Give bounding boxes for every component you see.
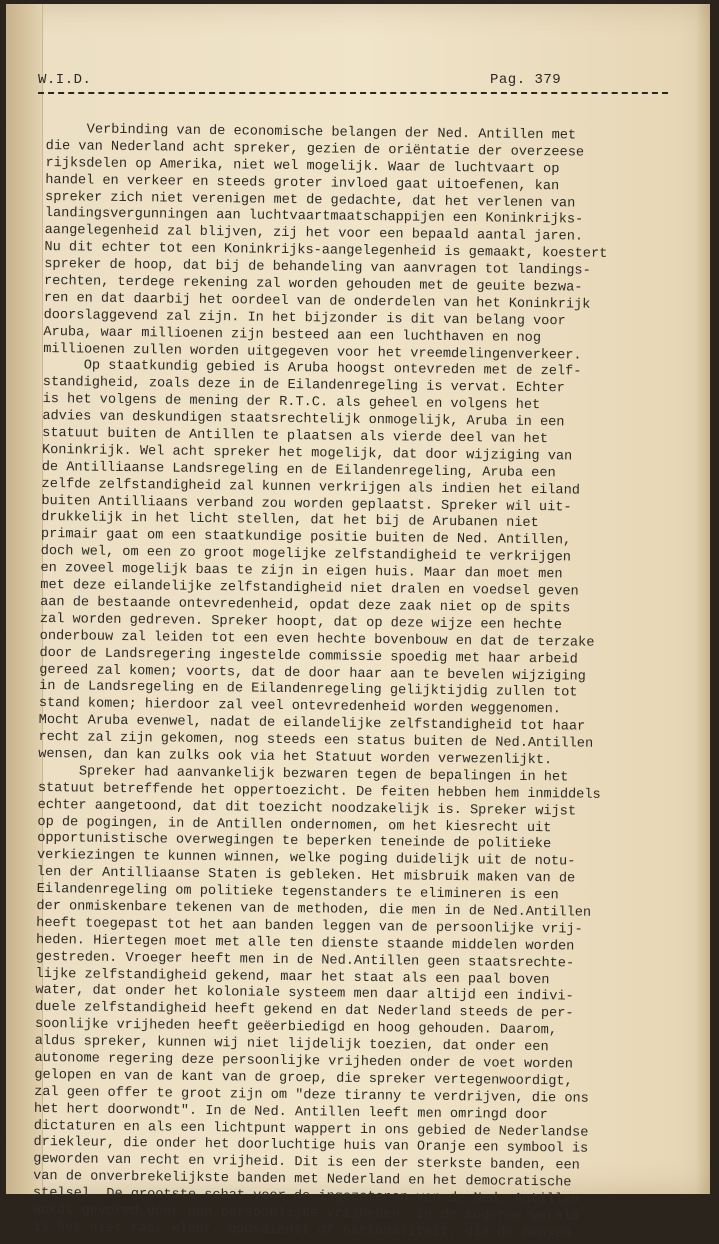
text-line: handel en verkeer en steeds groter invloed gaat uitoefenen, kan — [45, 172, 560, 194]
text-line: standigheid, zoals deze in de Eilandenregeling is vervat. Echter — [42, 375, 565, 397]
text-line: Mocht Aruba evenwel, nadat de eilandelijke zelfstandigheid tot haar — [38, 713, 586, 735]
text-line: zal worden gedreven. Spreker hoopt, dat op deze wijze een hechte — [39, 611, 563, 634]
text-line: doch wel, om een zo groot mogelijke zelfstandigheid te verkrijgen — [40, 544, 572, 566]
page-number: Pag. 379 — [490, 72, 562, 88]
text-line: Aruba, waar millioenen zijn besteed aan een luchthaven en nog — [43, 324, 542, 346]
text-line: stand komen; hierdoor zal veel ontevredenheid worden weggenomen. — [38, 696, 562, 718]
text-line: gestreden. Vroeger heeft men in de Ned.Antillen geen staatsrechte- — [35, 949, 575, 972]
header-rule — [38, 92, 668, 94]
text-line: rechten, terdege rekening zal worden gehouden met de geuite bezwa- — [43, 274, 583, 296]
header-left: W.I.D. — [38, 72, 92, 88]
text-line: primair gaat om een staatkundige positie buiten de Ned. Antillen, — [40, 527, 572, 549]
text-line: Eilandenregeling om politieke tegenstanders te elimineren is een — [36, 882, 559, 904]
text-line: die van Nederland acht spreker, gezien de oriëntatie der overzeese — [45, 138, 585, 161]
text-line: heden. Hiertegen moet met alle ten dienste staande middelen worden — [35, 932, 575, 955]
text-line: gelopen en van de kant van de groep, die spreker vertegenwoordigt, — [34, 1067, 573, 1090]
text-line: recht zal zijn gekomen, nog steeds een status buiten de Ned.Antillen — [38, 730, 594, 752]
text-line: doorslaggevend zal zijn. In het bijzonder is dit van belang voor — [43, 307, 566, 330]
text-line: verkiezingen te kunnen winnen, welke poging duidelijk uit de notu- — [36, 848, 576, 870]
text-line: landingsvergunningen aan luchtvaartmaatschappijen een Koninkrijks- — [44, 206, 584, 229]
page-header — [38, 72, 668, 96]
text-line: statuut betreffende het oppertoezicht. De feiten hebben hem inmiddels — [37, 780, 601, 803]
text-line: onderbouw zal leiden tot een even hechte bovenbouw en dat de terzake — [39, 628, 595, 651]
text-line: in de Landsregeling en de Eilandenregeling gelijktijdig zullen tot — [39, 679, 578, 701]
text-line: advies van deskundigen staatsrechtelijk onmogelijk, Aruba in een — [42, 409, 565, 431]
text-line: aan de bestaande ontevredenheid, opdat deze zaak niet op de spits — [40, 594, 571, 617]
text-line: en zoveel mogelijk baas te zijn in eigen huis. Maar dan moet men — [40, 561, 563, 583]
text-line: aldus spreker, kunnen wij niet lijdelijk toezien, dat onder een — [34, 1034, 549, 1056]
text-line: dictaturen en als een lichtpunt wappert in ons gebied de Nederlandse — [33, 1118, 589, 1141]
text-line: spreker de hoop, dat bij de behandeling van aanvragen tot landings- — [44, 257, 591, 279]
text-line: zelfde zelfstandigheid zal kunnen verkrijgen als indien het eiland — [41, 476, 581, 499]
text-line: Spreker had aanvankelijk bezwaren tegen de bepalingen in het — [37, 763, 569, 786]
text-line: op de pogingen, in de Antillen ondernomen, om het kiesrecht uit — [37, 814, 552, 836]
text-line: opportunistische overwegingen te beperken teneinde de politieke — [37, 831, 552, 853]
text-line: door de Landsregering ingestelde commissie spoedig met haar arbeid — [39, 645, 578, 668]
document-page — [6, 4, 710, 1242]
text-line: Nu dit echter tot een Koninkrijks-aangelegenheid is gemaakt, koestert — [44, 240, 608, 263]
text-line: wordt gevormd door hun persoonlijke vrijheden. In de moderne wereld — [32, 1202, 580, 1225]
text-line: spreker zich niet verenigen met de gedachte, dat het verlenen van — [44, 189, 576, 212]
text-line: der onmiskenbare tekenen van de methoden, die men in de Ned.Antillen — [36, 898, 592, 921]
text-line: len der Antilliaanse Staten is gebleken. Het misbruik maken van de — [36, 865, 576, 887]
text-line: driekleur, die onder het doorluchtige huis van Oranje een symbool is — [33, 1135, 589, 1158]
text-line: aangelegenheid zal blijven, zij het voor een bepaald aantal jaren. — [44, 223, 584, 245]
text-line: stelsel. De grootste schat voor de ingezetenen van de Ned. Antillen — [32, 1186, 580, 1208]
text-line: geworden van recht en vrijheid. Dit is een der sterkste banden, een — [33, 1152, 580, 1174]
text-line: soonlijke vrijheden heeft geëerbiedigd en hoog gehouden. Daarom, — [34, 1017, 558, 1039]
text-line: millioenen zullen worden uitgegeven voor het vreemdelingenverkeer. — [43, 341, 582, 364]
text-line: wensen, dan kan zulks ook via het Statuut worden verwezenlijkt. — [38, 746, 553, 769]
text-line: Koninkrijk. Wel acht spreker het mogelijk, dat door wijziging van — [41, 442, 573, 465]
text-line: het hert doorwondt". In de Ned. Antillen leeft men omringd door — [33, 1101, 548, 1123]
text-line: de Antilliaanse Landsregeling en de Eilandenregeling, Aruba een — [41, 459, 556, 482]
text-line: Op staatkundig gebied is Aruba hoogst ontevreden met de zelf- — [42, 358, 582, 381]
text-line: water, dat onder het koloniale systeem men daar altijd een indivi- — [35, 983, 574, 1005]
text-line: zal geen offer te groot zijn om "deze tiranny te verdrijven, die ons — [34, 1084, 589, 1107]
text-line: is het niet ras, kleur, godsdienst of nationaliteit, die de mensen — [32, 1219, 571, 1242]
text-line: rijksdelen op Amerika, niet wel mogelijk. Waar de luchtvaart op — [45, 155, 560, 178]
text-line: buiten Antilliaans verband zou worden geplaatst. Spreker wil uit- — [41, 493, 572, 516]
text-line: autonome regering deze persoonlijke vrijheden onder de voet worden — [34, 1050, 574, 1073]
text-line: lijke zelfstandigheid gekend, maar het staat als een paal boven — [35, 966, 550, 988]
text-line: duele zelfstandigheid heeft gekend en dat Nederland steeds de per- — [35, 1000, 574, 1022]
text-line: met deze eilandelijke zelfstandigheid niet dralen en voedsel geven — [40, 578, 579, 600]
text-line: drukkelijk in het licht stellen, dat het bij de Arubanen niet — [41, 510, 539, 532]
text-line: echter aangetoond, dat dit toezicht noodzakelijk is. Spreker wijst — [37, 797, 577, 820]
text-line: Verbinding van de economische belangen der Ned. Antillen met — [45, 122, 577, 144]
body-text — [32, 122, 676, 1244]
text-line: van de onverbrekelijkste banden met Nederland en het democratische — [33, 1169, 572, 1191]
text-line: is het volgens de mening der R.T.C. als geheel en volgens het — [42, 392, 541, 414]
text-line: gereed zal komen; voorts, dat de door haar aan te bevelen wijziging — [39, 662, 586, 685]
text-line: statuut buiten de Antillen te plaatsen als vierde deel van het — [42, 426, 549, 448]
text-line: heeft toegepast tot het aan banden leggen van de persoonlijke vrij- — [36, 915, 583, 938]
text-line: ren en dat daarbij het oordeel van de onderdelen van het Koninkrijk — [43, 290, 591, 313]
